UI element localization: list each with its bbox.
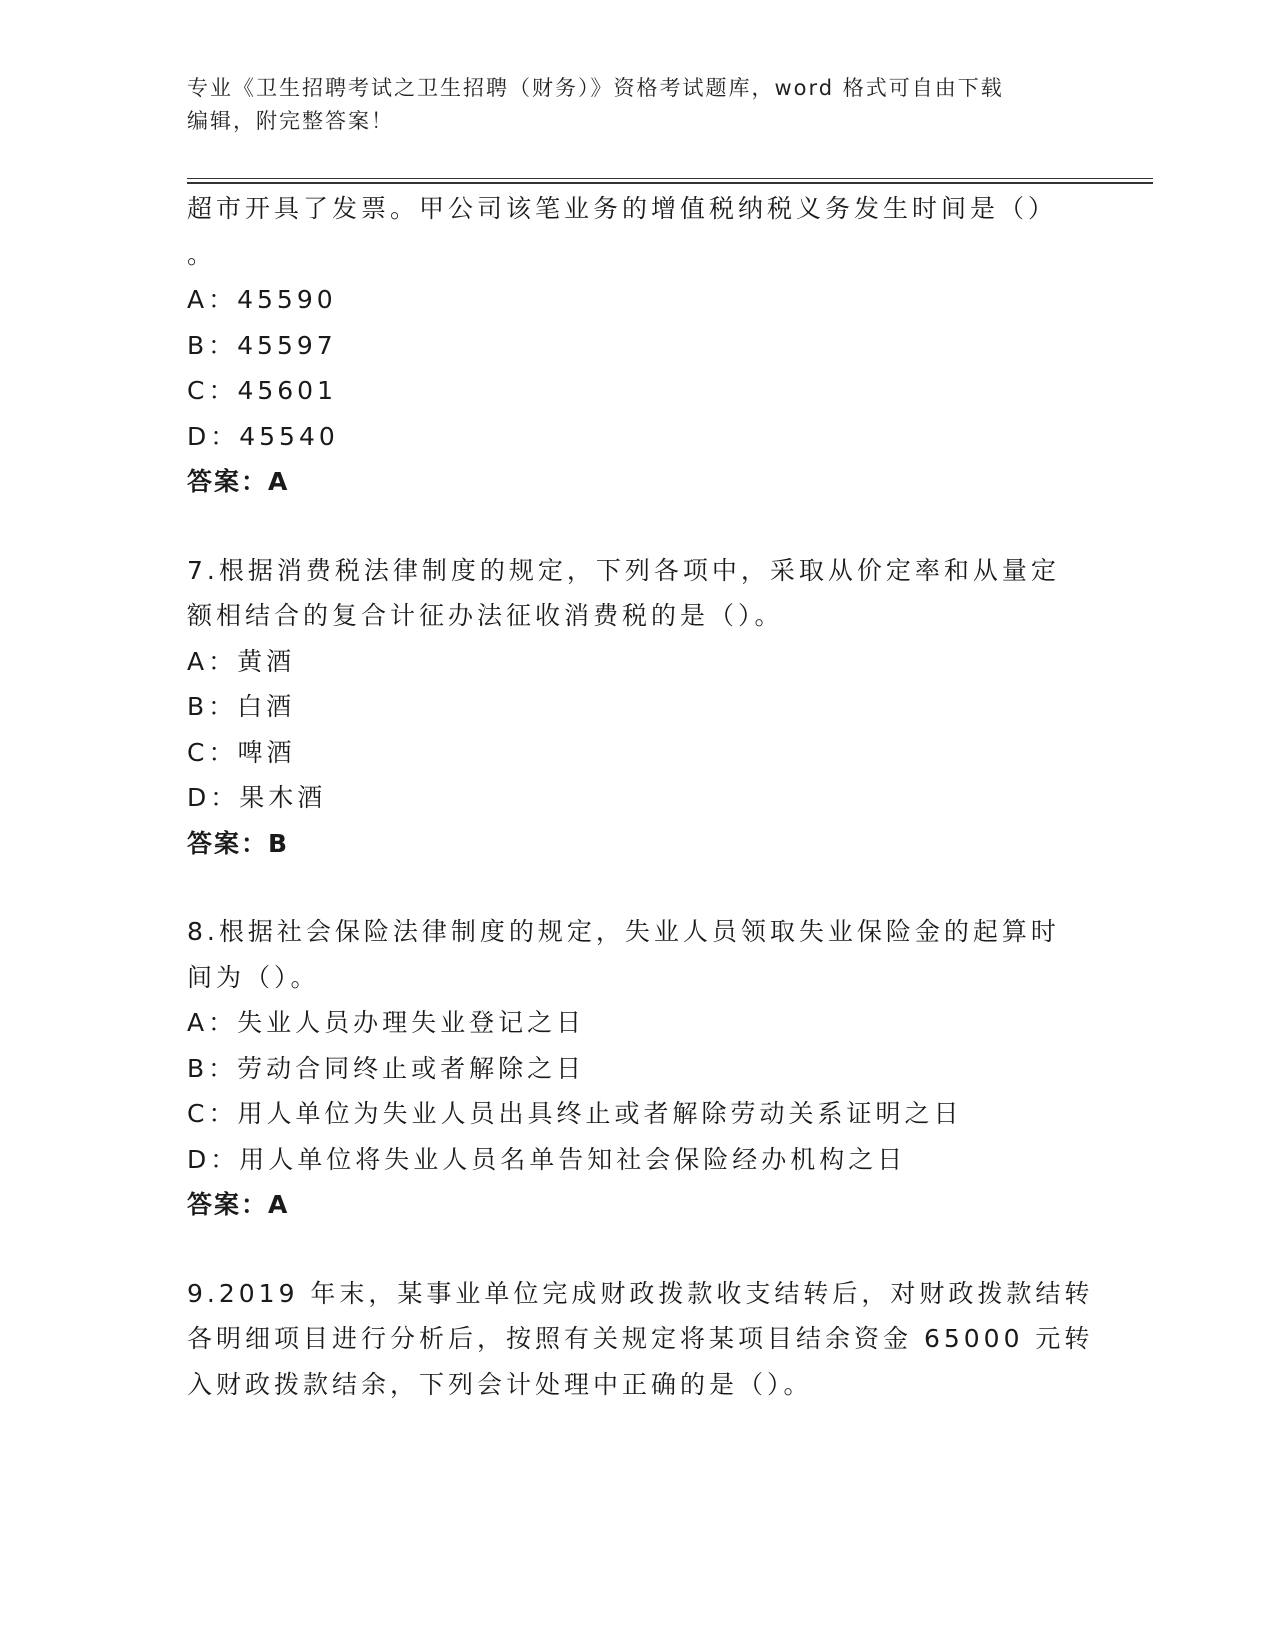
spacer [187,866,1067,909]
option-c: C：啤酒 [187,737,296,767]
question-text: 超市开具了发票。甲公司该笔业务的增值税纳税义务发生时间是（） [187,194,1058,223]
option-a: A：45590 [187,285,337,314]
document-header [187,72,1067,138]
option-d: D：45540 [187,421,339,451]
option-a: A：黄酒 [187,646,296,676]
question-text: 7.根据消费税法律制度的规定，下列各项中，采取从价定率和从量定 [187,555,1060,585]
answer: 答案：A [187,467,290,496]
question-text: 。 [187,239,217,269]
option-b: B：白酒 [187,692,296,721]
question-9 [187,1271,1094,1408]
question-7 [187,548,1067,867]
question-text: 额相结合的复合计征办法征收消费税的是（）。 [187,601,784,630]
header-line-1: 专业《卫生招聘考试之卫生招聘（财务）》资格考试题库，word 格式可自由下载 [187,76,1004,100]
answer: 答案：B [187,828,290,858]
spacer [187,1228,1067,1271]
option-a: A：失业人员办理失业登记之日 [187,1008,586,1037]
option-b: B：劳动合同终止或者解除之日 [187,1053,586,1083]
option-c: C：用人单位为失业人员出具终止或者解除劳动关系证明之日 [187,1099,963,1128]
question-list [187,186,1094,1407]
header-divider-thick [187,182,1153,184]
answer: 答案：A [187,1190,290,1219]
question-text: 8.根据社会保险法律制度的规定，失业人员领取失业保险金的起算时 [187,917,1060,946]
option-d: D：用人单位将失业人员名单告知社会保险经办机构之日 [187,1144,907,1174]
question-text: 间为（）。 [187,962,320,992]
question-8 [187,909,1067,1228]
spacer [187,505,1067,548]
question-6 [187,186,1067,505]
option-c: C：45601 [187,376,337,405]
option-d: D：果木酒 [187,783,327,812]
question-text: 各明细项目进行分析后，按照有关规定将某项目结余资金 65000 元转 [187,1324,1094,1353]
question-text: 入财政拨款结余，下列会计处理中正确的是（）。 [187,1369,813,1399]
header-line-2: 编辑，附完整答案！ [187,109,394,133]
option-b: B：45597 [187,330,337,360]
question-text: 9.2019 年末，某事业单位完成财政拨款收支结转后，对财政拨款结转 [187,1278,1094,1308]
header-divider-thin [187,178,1153,179]
